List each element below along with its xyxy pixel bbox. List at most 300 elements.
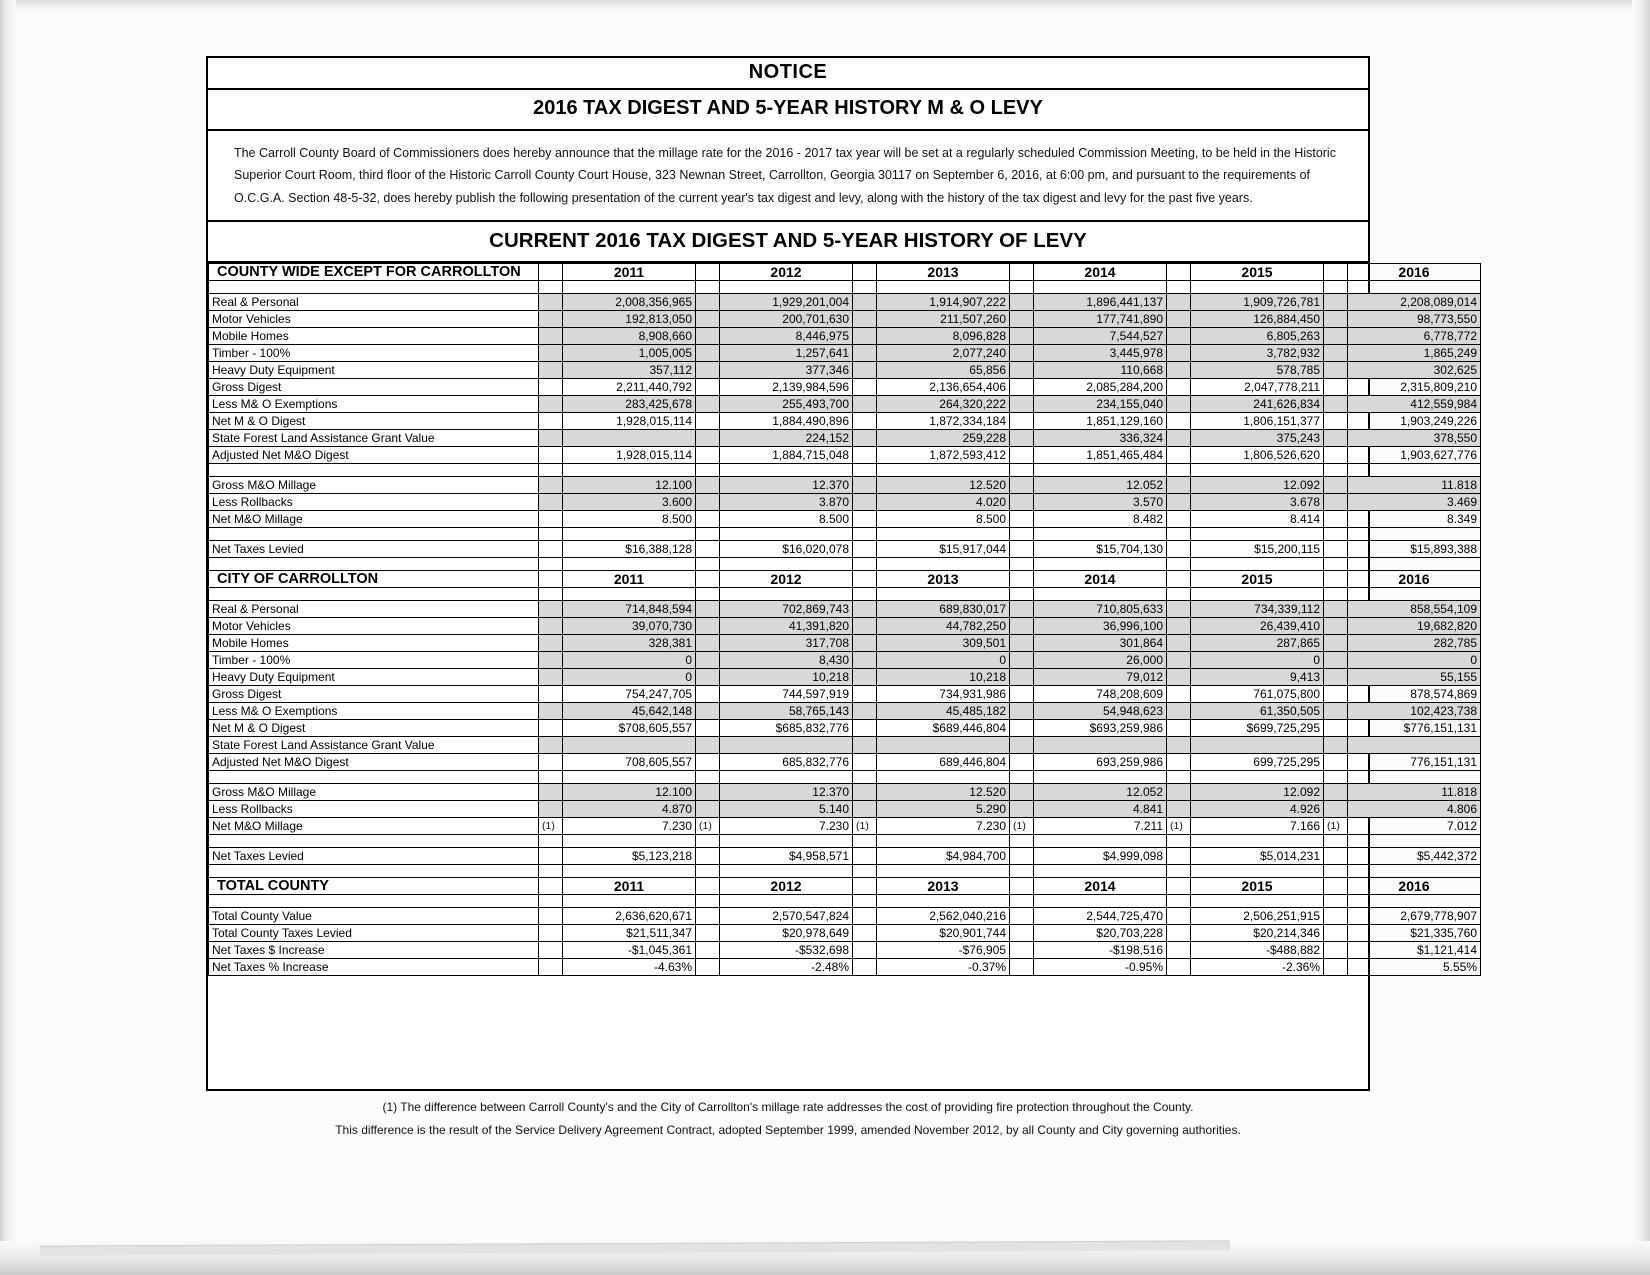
row-label-county-millage: Less Rollbacks <box>209 493 539 510</box>
row-gap <box>853 668 877 685</box>
cell-value: 2,562,040,216 <box>877 907 1010 924</box>
table-row <box>209 510 1481 527</box>
cell-value: 282,785 <box>1348 634 1481 651</box>
footnote-marker: (1) <box>696 817 720 834</box>
row-gap <box>539 327 563 344</box>
spacer-cell <box>877 587 1010 600</box>
row-gap <box>696 800 720 817</box>
table-row <box>209 907 1481 924</box>
cell-value: -$198,516 <box>1034 941 1167 958</box>
spacer-gap <box>1167 894 1191 907</box>
row-gap <box>539 958 563 975</box>
row-gap <box>1010 651 1034 668</box>
row-gap <box>853 634 877 651</box>
cell-value: 45,485,182 <box>877 702 1010 719</box>
section-heading-county: COUNTY WIDE EXCEPT FOR CARROLLTON <box>209 263 539 280</box>
cell-value: 11.818 <box>1348 783 1481 800</box>
cell-value: $5,123,218 <box>563 847 696 864</box>
cell-value: 1,865,249 <box>1348 344 1481 361</box>
row-gap <box>539 476 563 493</box>
spacer-cell <box>1348 557 1481 570</box>
spacer-gap <box>539 587 563 600</box>
section-header-row <box>209 877 1481 894</box>
cell-value: 19,682,820 <box>1348 617 1481 634</box>
spacer-cell <box>1034 834 1167 847</box>
year-gap <box>1010 570 1034 587</box>
spacer-gap <box>853 894 877 907</box>
row-gap <box>696 907 720 924</box>
cell-value: 3.469 <box>1348 493 1481 510</box>
spacer-cell <box>720 834 853 847</box>
table-row <box>209 783 1481 800</box>
table-row <box>209 634 1481 651</box>
row-gap <box>539 446 563 463</box>
spacer-cell <box>1034 770 1167 783</box>
cell-value: 7.211 <box>1034 817 1167 834</box>
cell-value: 26,000 <box>1034 651 1167 668</box>
cell-value: 8.349 <box>1348 510 1481 527</box>
spacer-gap <box>853 770 877 783</box>
year-gap <box>1324 263 1348 280</box>
row-gap <box>1167 395 1191 412</box>
row-gap <box>1324 668 1348 685</box>
row-gap <box>1324 753 1348 770</box>
table-row <box>209 540 1481 557</box>
cell-value: 2,139,984,596 <box>720 378 853 395</box>
spacer-cell <box>563 770 696 783</box>
row-gap <box>853 958 877 975</box>
row-gap <box>1010 783 1034 800</box>
spacer-gap <box>1324 770 1348 783</box>
row-gap <box>1010 617 1034 634</box>
year-gap <box>696 877 720 894</box>
year-header-2012: 2012 <box>720 877 853 894</box>
row-gap <box>1324 800 1348 817</box>
spacer-gap <box>853 557 877 570</box>
row-gap <box>853 736 877 753</box>
row-gap <box>1010 634 1034 651</box>
spacer-gap <box>1167 280 1191 293</box>
spacer-cell <box>1034 280 1167 293</box>
spacer-label <box>209 463 539 476</box>
cell-value: 754,247,705 <box>563 685 696 702</box>
cell-value: 8.500 <box>877 510 1010 527</box>
spacer-cell <box>563 894 696 907</box>
cell-value: 12.092 <box>1191 783 1324 800</box>
cell-value: 0 <box>563 668 696 685</box>
cell-value: 12.052 <box>1034 476 1167 493</box>
cell-value: 3.870 <box>720 493 853 510</box>
cell-value: 1,005,005 <box>563 344 696 361</box>
table-row <box>209 378 1481 395</box>
cell-value: $4,984,700 <box>877 847 1010 864</box>
row-gap <box>1324 395 1348 412</box>
year-gap <box>853 570 877 587</box>
cell-value: 102,423,738 <box>1348 702 1481 719</box>
cell-value: 41,391,820 <box>720 617 853 634</box>
cell-value <box>563 736 696 753</box>
cell-value: 2,008,356,965 <box>563 293 696 310</box>
row-gap <box>1324 958 1348 975</box>
spacer-cell <box>1191 834 1324 847</box>
row-gap <box>539 651 563 668</box>
row-gap <box>696 293 720 310</box>
row-gap <box>1324 736 1348 753</box>
cell-value: 689,830,017 <box>877 600 1010 617</box>
spacer-cell <box>1034 864 1167 877</box>
cell-value: 7.230 <box>877 817 1010 834</box>
notice-title: NOTICE <box>208 58 1368 90</box>
notice-paragraph: The Carroll County Board of Commissioners does hereby announce that the millage rate for the 2016 - 2017 tax year will be set at a regularly scheduled Commission Meeting, to be held in the Historic Superior Court Room, third floor of the Historic Carroll County Court House, 323 Newnan Street, Carrollton, Georgia 30117 on September 6, 2016, at 6:00 pm, and pursuant to the requirements of O.C.G.A. Section 48-5-32, does hereby publish the following presentation of the current year's tax digest and levy, along with the history of the tax digest and levy for the past five years. <box>234 146 1336 205</box>
section-header-row <box>209 570 1481 587</box>
cell-value: $4,958,571 <box>720 847 853 864</box>
row-gap <box>1010 668 1034 685</box>
table-row <box>209 668 1481 685</box>
cell-value: 79,012 <box>1034 668 1167 685</box>
row-gap <box>539 344 563 361</box>
row-label-city-millage: Less Rollbacks <box>209 800 539 817</box>
row-gap <box>1010 702 1034 719</box>
row-gap <box>696 493 720 510</box>
spacer-gap <box>853 280 877 293</box>
row-gap <box>1324 344 1348 361</box>
spacer-gap <box>1010 463 1034 476</box>
row-label-county: Gross Digest <box>209 378 539 395</box>
cell-value: 1,872,593,412 <box>877 446 1010 463</box>
spacer-cell <box>1348 894 1481 907</box>
row-gap <box>1324 651 1348 668</box>
cell-value: -0.95% <box>1034 958 1167 975</box>
spacer-row <box>209 864 1481 877</box>
year-gap <box>1010 877 1034 894</box>
spacer-label <box>209 587 539 600</box>
cell-value: $16,388,128 <box>563 540 696 557</box>
row-gap <box>853 753 877 770</box>
row-gap <box>853 685 877 702</box>
row-gap <box>1167 702 1191 719</box>
spacer-cell <box>877 894 1010 907</box>
cell-value: 1,914,907,222 <box>877 293 1010 310</box>
row-gap <box>1010 493 1034 510</box>
row-gap <box>1167 540 1191 557</box>
spacer-row <box>209 527 1481 540</box>
row-gap <box>1167 476 1191 493</box>
cell-value: $20,214,346 <box>1191 924 1324 941</box>
cell-value: 4.806 <box>1348 800 1481 817</box>
row-gap <box>1167 800 1191 817</box>
cell-value: 693,259,986 <box>1034 753 1167 770</box>
cell-value: 45,642,148 <box>563 702 696 719</box>
row-gap <box>696 736 720 753</box>
cell-value: $20,978,649 <box>720 924 853 941</box>
spacer-cell <box>1348 587 1481 600</box>
footnote-marker: (1) <box>1324 817 1348 834</box>
year-header-2011: 2011 <box>563 877 696 894</box>
row-label-total: Net Taxes % Increase <box>209 958 539 975</box>
cell-value <box>1191 736 1324 753</box>
section-header-row <box>209 263 1481 280</box>
row-gap <box>539 600 563 617</box>
row-gap <box>853 310 877 327</box>
row-label-county: Adjusted Net M&O Digest <box>209 446 539 463</box>
row-gap <box>1324 719 1348 736</box>
scan-edge-left <box>0 0 16 1275</box>
spacer-gap <box>696 557 720 570</box>
row-gap <box>1324 702 1348 719</box>
cell-value: 177,741,890 <box>1034 310 1167 327</box>
row-gap <box>1324 540 1348 557</box>
table-row <box>209 685 1481 702</box>
cell-value: 3,445,978 <box>1034 344 1167 361</box>
spacer-gap <box>853 864 877 877</box>
row-gap <box>1324 327 1348 344</box>
row-gap <box>539 395 563 412</box>
row-gap <box>696 446 720 463</box>
row-gap <box>696 668 720 685</box>
cell-value: 211,507,260 <box>877 310 1010 327</box>
row-gap <box>696 344 720 361</box>
row-gap <box>853 783 877 800</box>
cell-value: 301,864 <box>1034 634 1167 651</box>
year-header-2015: 2015 <box>1191 570 1324 587</box>
spacer-cell <box>563 557 696 570</box>
cell-value: 1,928,015,114 <box>563 446 696 463</box>
year-header-2014: 2014 <box>1034 263 1167 280</box>
spacer-cell <box>563 280 696 293</box>
cell-value: 7.230 <box>563 817 696 834</box>
row-gap <box>1167 651 1191 668</box>
cell-value: 1,851,465,484 <box>1034 446 1167 463</box>
spacer-gap <box>696 463 720 476</box>
spacer-cell <box>563 587 696 600</box>
row-gap <box>1324 412 1348 429</box>
row-gap <box>1167 783 1191 800</box>
row-gap <box>853 395 877 412</box>
cell-value: 1,257,641 <box>720 344 853 361</box>
year-gap <box>539 570 563 587</box>
row-label-county: Less M& O Exemptions <box>209 395 539 412</box>
year-gap <box>1324 877 1348 894</box>
row-label-total: Total County Taxes Levied <box>209 924 539 941</box>
cell-value: 8.500 <box>563 510 696 527</box>
row-gap <box>853 412 877 429</box>
cell-value: 714,848,594 <box>563 600 696 617</box>
cell-value: 377,346 <box>720 361 853 378</box>
cell-value: 878,574,869 <box>1348 685 1481 702</box>
row-gap <box>1010 685 1034 702</box>
cell-value: 302,625 <box>1348 361 1481 378</box>
spacer-cell <box>563 463 696 476</box>
row-label-total: Net Taxes $ Increase <box>209 941 539 958</box>
spacer-gap <box>1010 770 1034 783</box>
spacer-gap <box>1010 587 1034 600</box>
year-gap <box>853 263 877 280</box>
row-gap <box>1010 476 1034 493</box>
table-row <box>209 924 1481 941</box>
cell-value: 1,896,441,137 <box>1034 293 1167 310</box>
cell-value: 2,136,654,406 <box>877 378 1010 395</box>
spacer-gap <box>1010 864 1034 877</box>
cell-value: $21,335,760 <box>1348 924 1481 941</box>
spacer-cell <box>1191 864 1324 877</box>
row-label-city: State Forest Land Assistance Grant Value <box>209 736 539 753</box>
spacer-row <box>209 770 1481 783</box>
spacer-gap <box>1324 587 1348 600</box>
cell-value: 734,339,112 <box>1191 600 1324 617</box>
row-label-city: Less M& O Exemptions <box>209 702 539 719</box>
cell-value: 4.870 <box>563 800 696 817</box>
cell-value: 234,155,040 <box>1034 395 1167 412</box>
cell-value: 1,806,151,377 <box>1191 412 1324 429</box>
cell-value <box>1348 736 1481 753</box>
table-row <box>209 702 1481 719</box>
spacer-cell <box>877 527 1010 540</box>
spacer-cell <box>720 557 853 570</box>
cell-value: -$488,882 <box>1191 941 1324 958</box>
row-gap <box>539 412 563 429</box>
row-gap <box>696 702 720 719</box>
cell-value: $21,511,347 <box>563 924 696 941</box>
year-gap <box>696 570 720 587</box>
row-gap <box>1010 540 1034 557</box>
table-row <box>209 412 1481 429</box>
row-gap <box>539 719 563 736</box>
cell-value: 2,506,251,915 <box>1191 907 1324 924</box>
row-gap <box>1010 395 1034 412</box>
row-gap <box>539 310 563 327</box>
table-row <box>209 617 1481 634</box>
spacer-gap <box>1010 527 1034 540</box>
cell-value: 2,636,620,671 <box>563 907 696 924</box>
table-row <box>209 847 1481 864</box>
footnote-1: (1) The difference between Carroll County's and the City of Carrollton's millage rate addresses the cost of providing fire protection throughout the County. <box>382 1100 1194 1114</box>
spacer-cell <box>1348 280 1481 293</box>
row-gap <box>1167 378 1191 395</box>
row-gap <box>1167 600 1191 617</box>
cell-value: 2,077,240 <box>877 344 1010 361</box>
row-label-county: State Forest Land Assistance Grant Value <box>209 429 539 446</box>
cell-value: 3,782,932 <box>1191 344 1324 361</box>
spacer-cell <box>877 280 1010 293</box>
spacer-row <box>209 834 1481 847</box>
spacer-cell <box>1191 894 1324 907</box>
cell-value: 58,765,143 <box>720 702 853 719</box>
spacer-gap <box>853 527 877 540</box>
row-gap <box>1167 634 1191 651</box>
row-gap <box>1167 958 1191 975</box>
row-gap <box>1010 600 1034 617</box>
row-gap <box>1167 361 1191 378</box>
row-gap <box>853 540 877 557</box>
spacer-gap <box>539 770 563 783</box>
cell-value <box>720 736 853 753</box>
cell-value: 6,778,772 <box>1348 327 1481 344</box>
spacer-gap <box>1324 527 1348 540</box>
cell-value: $15,893,388 <box>1348 540 1481 557</box>
cell-value: 1,806,526,620 <box>1191 446 1324 463</box>
row-gap <box>1010 847 1034 864</box>
row-gap <box>1167 510 1191 527</box>
spacer-cell <box>1191 280 1324 293</box>
cell-value: 7.230 <box>720 817 853 834</box>
cell-value: 283,425,678 <box>563 395 696 412</box>
cell-value: 192,813,050 <box>563 310 696 327</box>
row-gap <box>696 395 720 412</box>
spacer-cell <box>1191 557 1324 570</box>
spacer-cell <box>563 527 696 540</box>
row-gap <box>1010 310 1034 327</box>
cell-value: 2,085,284,200 <box>1034 378 1167 395</box>
cell-value: 702,869,743 <box>720 600 853 617</box>
row-gap <box>1324 429 1348 446</box>
row-gap <box>1167 429 1191 446</box>
cell-value: $15,917,044 <box>877 540 1010 557</box>
row-gap <box>853 941 877 958</box>
row-gap <box>1167 719 1191 736</box>
row-label-city-levied: Net Taxes Levied <box>209 847 539 864</box>
row-gap <box>1167 847 1191 864</box>
row-gap <box>1324 847 1348 864</box>
row-gap <box>539 634 563 651</box>
row-gap <box>1010 753 1034 770</box>
spacer-cell <box>1034 557 1167 570</box>
year-header-2011: 2011 <box>563 263 696 280</box>
cell-value: $685,832,776 <box>720 719 853 736</box>
row-label-city: Adjusted Net M&O Digest <box>209 753 539 770</box>
cell-value: 65,856 <box>877 361 1010 378</box>
row-gap <box>853 651 877 668</box>
cell-value: 2,679,778,907 <box>1348 907 1481 924</box>
year-header-2011: 2011 <box>563 570 696 587</box>
cell-value: 0 <box>563 651 696 668</box>
row-label-county: Real & Personal <box>209 293 539 310</box>
cell-value: 2,544,725,470 <box>1034 907 1167 924</box>
row-gap <box>1324 924 1348 941</box>
spacer-cell <box>720 527 853 540</box>
cell-value: 126,884,450 <box>1191 310 1324 327</box>
cell-value: -$76,905 <box>877 941 1010 958</box>
row-gap <box>1010 327 1034 344</box>
year-header-2013: 2013 <box>877 263 1010 280</box>
table-row <box>209 327 1481 344</box>
row-gap <box>853 600 877 617</box>
row-gap <box>1167 344 1191 361</box>
cell-value: 378,550 <box>1348 429 1481 446</box>
cell-value: 761,075,800 <box>1191 685 1324 702</box>
spacer-gap <box>1167 463 1191 476</box>
row-gap <box>1010 361 1034 378</box>
spacer-cell <box>1191 770 1324 783</box>
row-gap <box>696 310 720 327</box>
cell-value <box>1034 736 1167 753</box>
year-header-2016: 2016 <box>1348 263 1481 280</box>
cell-value: 8.500 <box>720 510 853 527</box>
row-gap <box>1010 907 1034 924</box>
spacer-label <box>209 864 539 877</box>
row-label-city-millage: Gross M&O Millage <box>209 783 539 800</box>
row-gap <box>539 540 563 557</box>
row-gap <box>696 540 720 557</box>
cell-value: 1,903,249,226 <box>1348 412 1481 429</box>
row-gap <box>1324 600 1348 617</box>
cell-value: 4.020 <box>877 493 1010 510</box>
cell-value: 309,501 <box>877 634 1010 651</box>
row-gap <box>696 476 720 493</box>
row-gap <box>1010 719 1034 736</box>
row-gap <box>1010 293 1034 310</box>
cell-value: 412,559,984 <box>1348 395 1481 412</box>
spacer-gap <box>696 770 720 783</box>
